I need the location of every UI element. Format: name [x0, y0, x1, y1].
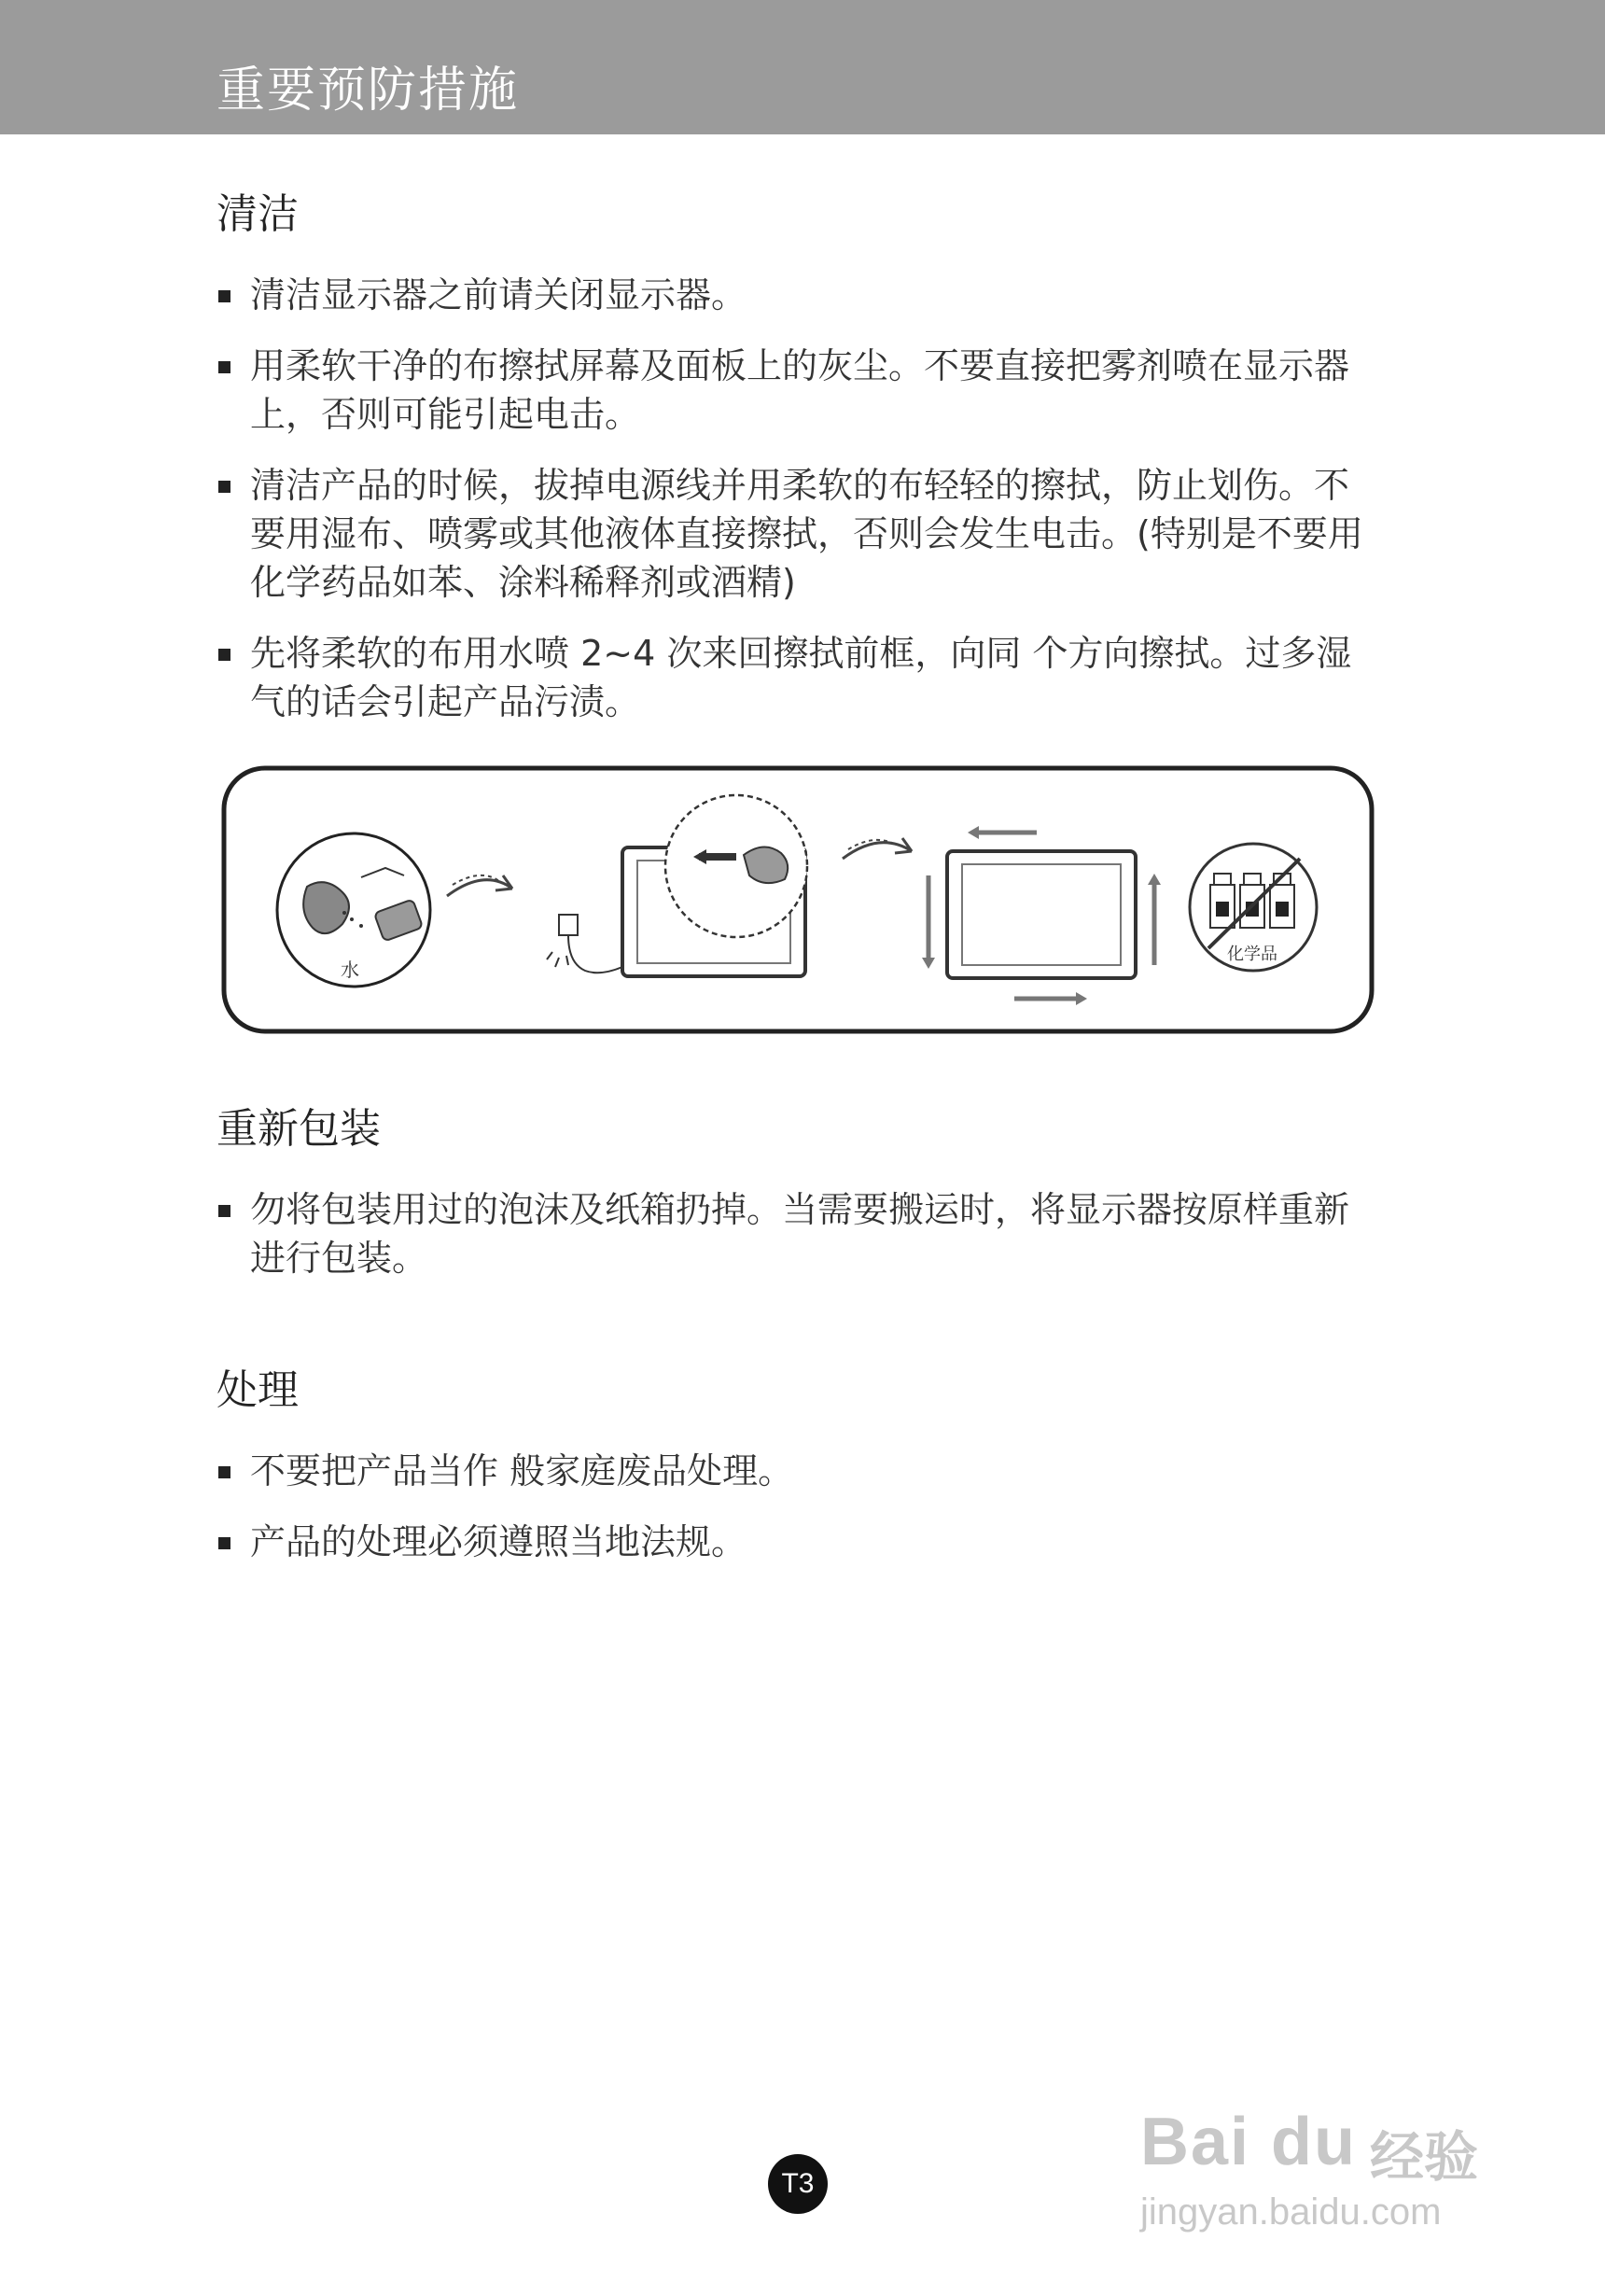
list-item — [216, 342, 1383, 439]
monitor-icon — [947, 851, 1136, 978]
list-item — [216, 1185, 1383, 1282]
water-spray-icon — [277, 833, 430, 987]
list-item — [216, 461, 1383, 607]
watermark — [1140, 2061, 1514, 2238]
header-bar — [0, 0, 1605, 134]
power-plug-icon — [547, 915, 622, 973]
list-item-text: 不要把产品当作 般家庭废品处理。 — [250, 1450, 794, 1491]
disposal-list — [216, 1447, 1383, 1566]
watermark-url: jingyan.baidu.com — [1140, 2191, 1442, 2233]
wipe-detail-icon — [665, 795, 807, 937]
disposal-section — [216, 1363, 1383, 1589]
list-item — [216, 1518, 1383, 1566]
page-title: 重要预防措施 — [216, 63, 520, 119]
bullet-icon — [218, 290, 230, 302]
list-item — [216, 271, 1383, 319]
watermark-brand: 经验 — [1370, 2125, 1479, 2189]
cleaning-heading: 清洁 — [216, 190, 299, 238]
disposal-heading: 处理 — [216, 1366, 299, 1414]
list-item-text: 用柔软干净的布擦拭屏幕及面板上的灰尘。不要直接把雾剂喷在显示器上，否则可能引起电击。 — [250, 345, 1350, 435]
cleaning-list — [216, 271, 1383, 726]
repack-heading: 重新包装 — [216, 1105, 381, 1153]
list-item — [216, 629, 1383, 726]
list-item-text: 勿将包装用过的泡沫及纸箱扔掉。当需要搬运时，将显示器按原样重新进行包装。 — [250, 1189, 1350, 1279]
bullet-icon — [218, 1205, 230, 1217]
bullet-icon — [218, 649, 230, 661]
no-chemicals-icon — [1190, 844, 1317, 971]
bullet-icon — [218, 1466, 230, 1478]
bullet-icon — [218, 481, 230, 493]
watermark-logo: Bai du — [1140, 2105, 1358, 2179]
repack-list — [216, 1185, 1383, 1282]
bullet-icon — [218, 1537, 230, 1549]
repack-section — [216, 1101, 1383, 1305]
cleaning-illustration — [221, 765, 1375, 1034]
arrow-right-icon — [843, 838, 912, 859]
arrow-right-icon — [447, 875, 512, 896]
list-item — [216, 1447, 1383, 1495]
list-item-text: 产品的处理必须遵照当地法规。 — [250, 1521, 747, 1562]
list-item-text: 先将柔软的布用水喷 2~4 次来回擦拭前框，向同 个方向擦拭。过多湿气的话会引起产品污渍。 — [250, 633, 1352, 722]
water-label: 水 — [341, 959, 359, 981]
bullet-icon — [218, 361, 230, 373]
cleaning-section — [216, 187, 1383, 749]
list-item-text: 清洁产品的时候，拔掉电源线并用柔软的布轻轻的擦拭，防止划伤。不要用湿布、喷雾或其他液体直接擦拭，否则会发生电击。(特别是不要用化学药品如苯、涂料稀释剂或酒精) — [250, 465, 1363, 603]
page-number: T3 — [768, 2154, 828, 2214]
list-item-text: 清洁显示器之前请关闭显示器。 — [250, 274, 747, 315]
chemical-label: 化学品 — [1227, 945, 1277, 964]
